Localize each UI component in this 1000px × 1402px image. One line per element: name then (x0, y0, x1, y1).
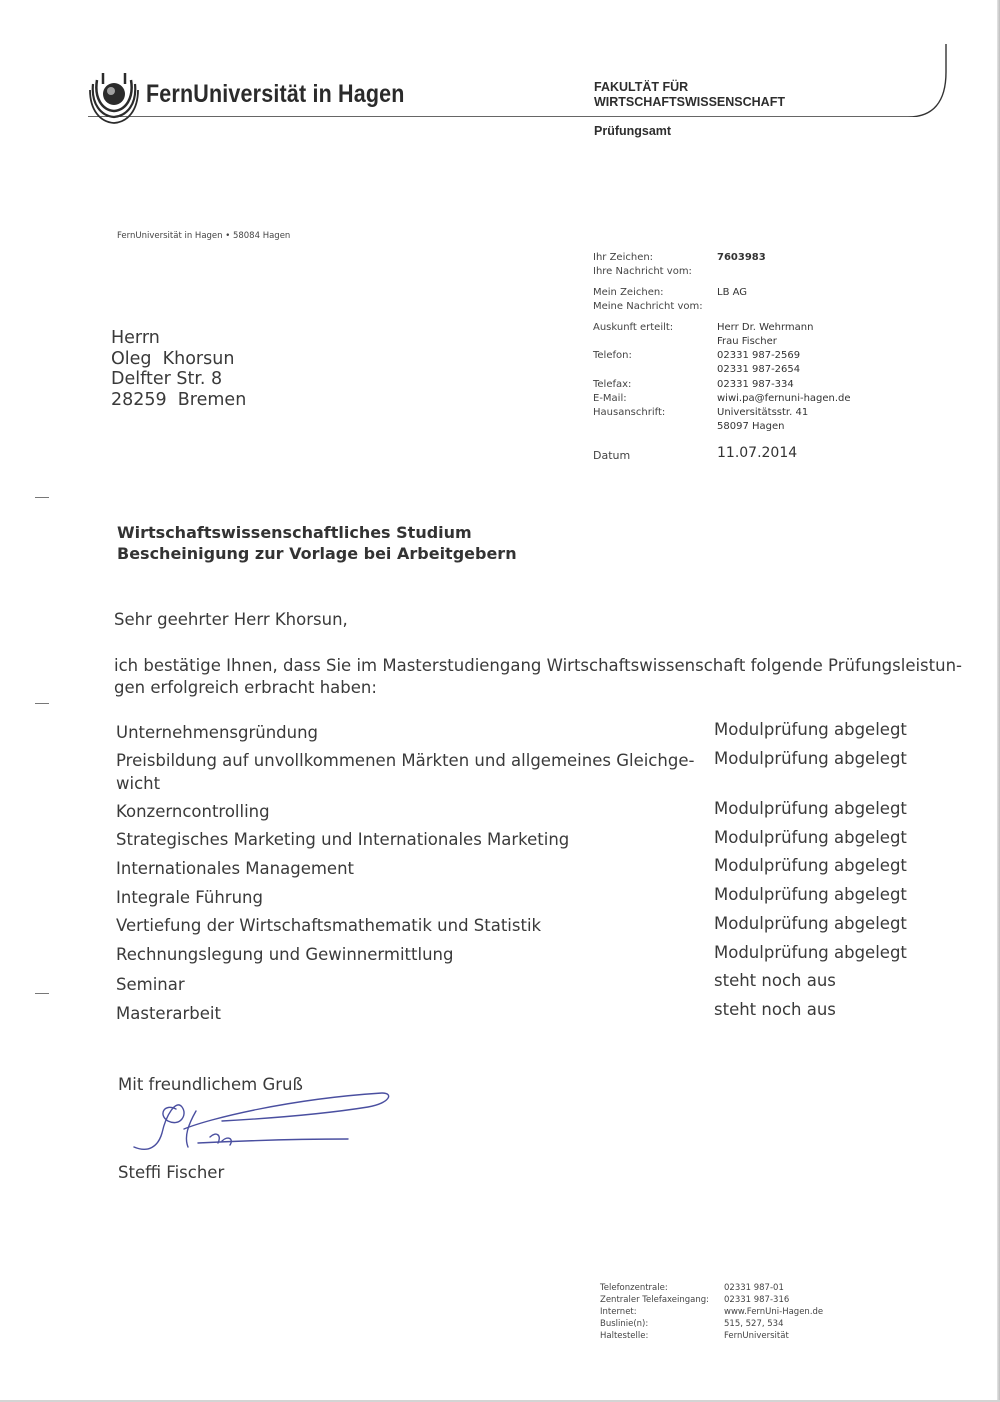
ref-label-meine-nachricht: Meine Nachricht vom: (593, 301, 703, 312)
recipient-street: Delfter Str. 8 (111, 369, 223, 389)
letter-subject (117, 522, 517, 564)
module-status: steht noch aus (714, 971, 836, 990)
module-name: Vertiefung der Wirtschaftsmathematik und Statistik (116, 916, 542, 935)
module-name-continued: wicht (116, 774, 161, 793)
recipient-address (111, 328, 246, 410)
ref-label-hausanschrift: Hausanschrift: (593, 407, 666, 418)
ref-value-mein-zeichen: LB AG (717, 287, 748, 298)
footer-label-internet: Internet: (600, 1307, 637, 1317)
header-rule (88, 42, 958, 117)
recipient-salutation: Herrn (111, 328, 160, 348)
footer-value-zentrale: 02331 987-01 (724, 1283, 784, 1293)
recipient-city: 28259 Bremen (111, 389, 247, 410)
footer-label-telefax: Zentraler Telefaxeingang: (600, 1295, 710, 1305)
module-name: Konzerncontrolling (116, 802, 270, 821)
ref-label-ihr-zeichen: Ihr Zeichen: (593, 252, 654, 263)
recipient-name: Oleg Khorsun (111, 348, 235, 369)
sender-return-address: FernUniversität in Hagen • 58084 Hagen (117, 231, 291, 241)
ref-label-telefax: Telefax: (593, 379, 632, 390)
module-status: Modulprüfung abgelegt (714, 914, 907, 933)
module-status: Modulprüfung abgelegt (714, 885, 907, 904)
module-name: Internationales Management (116, 859, 354, 878)
fold-mark-bottom (35, 993, 49, 994)
module-status: Modulprüfung abgelegt (714, 856, 907, 875)
ref-value-telefon-2: 02331 987-2654 (717, 364, 801, 375)
university-name: FernUniversität in Hagen (146, 80, 405, 108)
ref-label-telefon: Telefon: (593, 350, 632, 361)
footer-value-haltestelle: FernUniversität (724, 1331, 789, 1341)
ref-label-mein-zeichen: Mein Zeichen: (593, 287, 664, 298)
module-status: steht noch aus (714, 1000, 836, 1019)
module-status: Modulprüfung abgelegt (714, 720, 907, 739)
module-name: Integrale Führung (116, 888, 263, 907)
ref-value-ihr-zeichen: 7603983 (717, 252, 766, 263)
ref-label-ihre-nachricht: Ihre Nachricht vom: (593, 266, 692, 277)
handwritten-signature-icon (118, 1085, 398, 1165)
ref-value-telefax: 02331 987-334 (717, 379, 794, 390)
office-name: Prüfungsamt (594, 124, 672, 138)
footer-value-internet[interactable]: www.FernUni-Hagen.de (724, 1307, 824, 1317)
module-status: Modulprüfung abgelegt (714, 749, 907, 768)
ref-value-auskunft-1: Herr Dr. Wehrmann (717, 322, 814, 333)
module-name: Strategisches Marketing und Internationales Marketing (116, 830, 570, 849)
ref-value-hausanschrift-1: Universitätsstr. 41 (717, 407, 809, 418)
footer-value-telefax: 02331 987-316 (724, 1295, 790, 1305)
footer-label-buslinie: Buslinie(n): (600, 1319, 649, 1329)
ref-value-telefon-1: 02331 987-2569 (717, 350, 801, 361)
signer-name: Steffi Fischer (118, 1163, 225, 1182)
module-status: Modulprüfung abgelegt (714, 943, 907, 962)
fold-mark-top (35, 497, 49, 498)
faculty-line-2: WIRTSCHAFTSWISSENSCHAFT (594, 95, 785, 109)
intro-line-2: gen erfolgreich erbracht haben: (114, 678, 377, 697)
ref-label-email: E-Mail: (593, 393, 627, 404)
letter-salutation: Sehr geehrter Herr Khorsun, (114, 610, 348, 629)
module-name: Preisbildung auf unvollkommenen Märkten und allgemeines Gleichge- (116, 751, 695, 770)
module-status: Modulprüfung abgelegt (714, 799, 907, 818)
faculty-line-1: FAKULTÄT FÜR (594, 80, 689, 94)
module-name: Seminar (116, 975, 185, 994)
module-name: Rechnungslegung und Gewinnermittlung (116, 945, 454, 964)
punch-mark (35, 703, 49, 704)
intro-paragraph (114, 655, 962, 699)
date-value: 11.07.2014 (717, 445, 798, 461)
footer-label-zentrale: Telefonzentrale: (600, 1283, 668, 1293)
subject-line-2: Bescheinigung zur Vorlage bei Arbeitgebern (117, 544, 517, 563)
closing-greeting: Mit freundlichem Gruß (118, 1075, 303, 1094)
footer-label-haltestelle: Haltestelle: (600, 1331, 649, 1341)
subject-line-1: Wirtschaftswissenschaftliches Studium (117, 523, 472, 542)
footer-value-buslinie: 515, 527, 534 (724, 1319, 784, 1329)
faculty-name (594, 80, 785, 110)
module-name: Masterarbeit (116, 1004, 221, 1023)
module-name: Unternehmensgründung (116, 723, 319, 742)
ref-label-auskunft: Auskunft erteilt: (593, 322, 674, 333)
intro-line-1: ich bestätige Ihnen, dass Sie im Masterstudiengang Wirtschaftswissenschaft folgende Prüfungsleistun- (114, 656, 962, 675)
ref-value-auskunft-2: Frau Fischer (717, 336, 777, 347)
ref-value-hausanschrift-2: 58097 Hagen (717, 421, 785, 432)
date-label: Datum (593, 449, 631, 462)
ref-value-email[interactable]: wiwi.pa@fernuni-hagen.de (717, 393, 851, 404)
module-status: Modulprüfung abgelegt (714, 828, 907, 847)
